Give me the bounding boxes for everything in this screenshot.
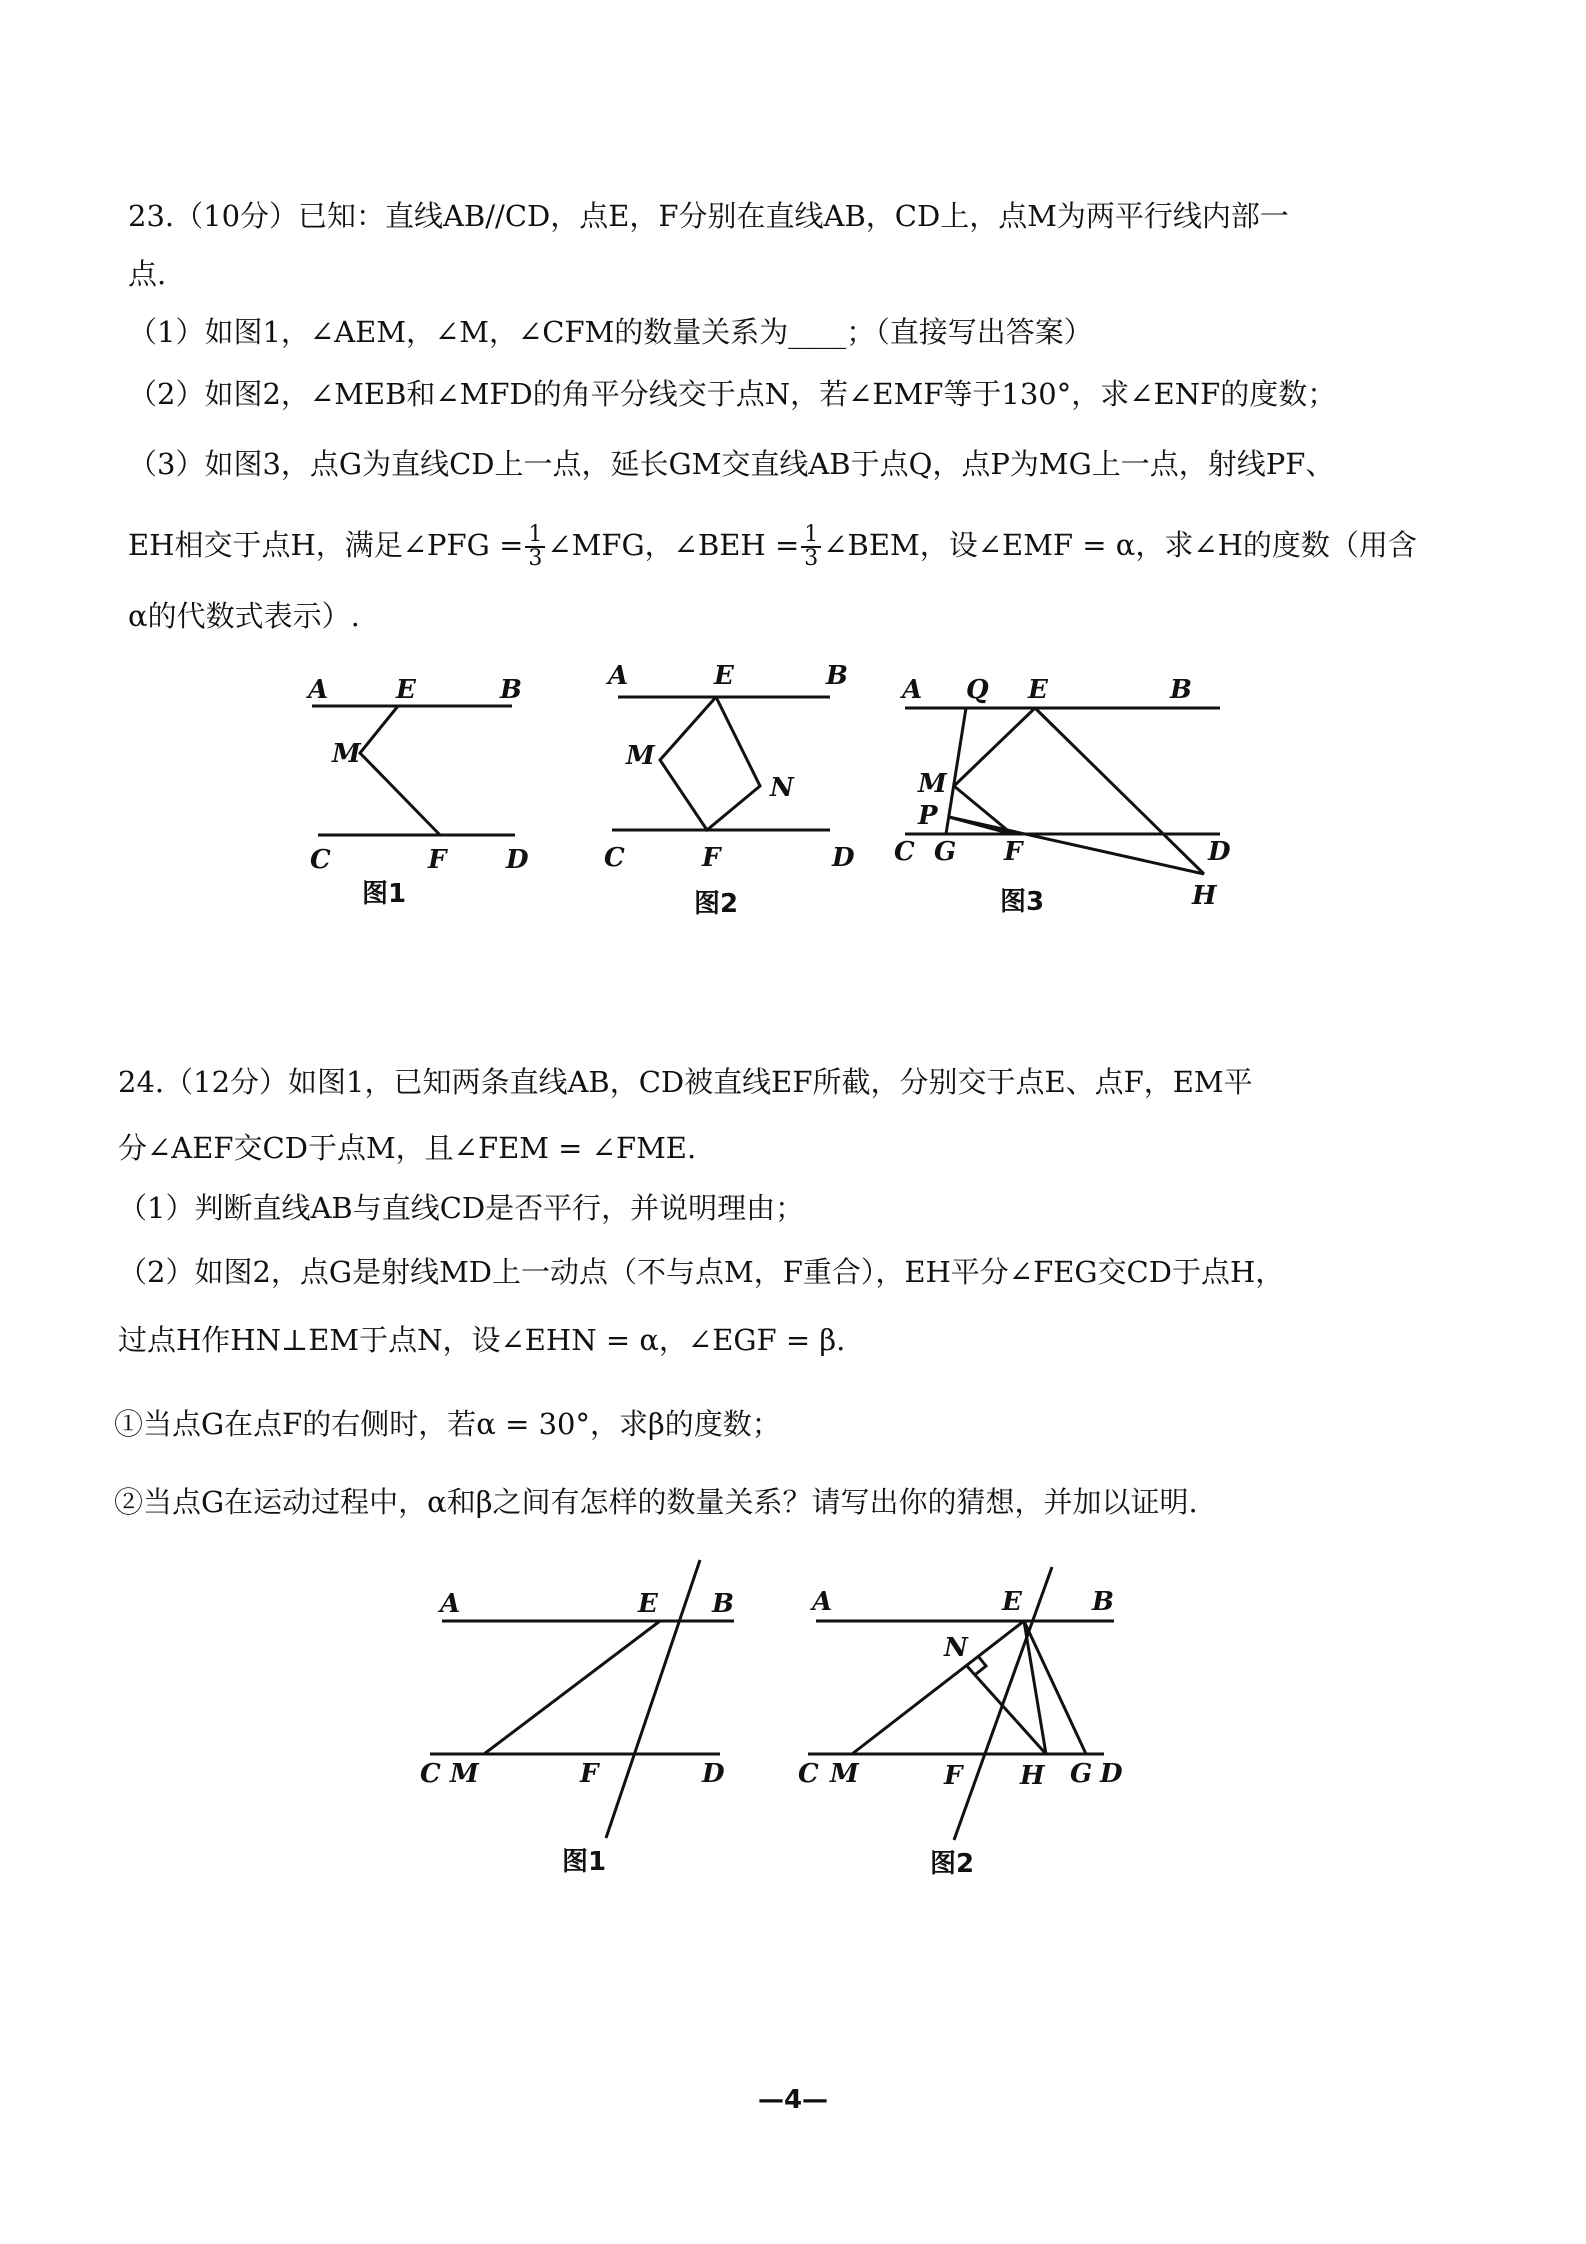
label-d: D	[702, 1759, 725, 1789]
label-a: A	[902, 675, 923, 705]
label-e: E	[638, 1589, 658, 1619]
label-a: A	[440, 1589, 461, 1619]
label-q: Q	[966, 675, 989, 705]
label-f: F	[702, 843, 721, 873]
label-b: B	[1170, 675, 1192, 705]
label-e: E	[714, 661, 734, 691]
label-f: F	[944, 1761, 963, 1791]
label-c: C	[604, 843, 625, 873]
q23-figure-1	[305, 675, 529, 909]
label-d: D	[1100, 1759, 1123, 1789]
q24-figure-1	[420, 1560, 734, 1877]
label-g: G	[934, 837, 957, 867]
label-a: A	[608, 661, 629, 691]
label-f: F	[580, 1759, 599, 1789]
label-b: B	[826, 661, 848, 691]
q24-line2: 分∠AEF交CD于点M，且∠FEM = ∠FME.	[118, 1131, 697, 1165]
segment-eg	[1024, 1621, 1086, 1754]
label-c: C	[310, 845, 331, 875]
q24-part2-b: 过点H作HN⊥EM于点N，设∠EHN = α，∠EGF = β.	[118, 1323, 846, 1357]
label-m: M	[332, 739, 361, 769]
q24-sub1: ①当点G在点F的右侧时，若α = 30°，求β的度数；	[114, 1407, 781, 1441]
q24-part2-a: （2）如图2，点G是射线MD上一动点（不与点M，F重合），EH平分∠FEG交CD于点H，	[118, 1255, 1285, 1289]
segment-eh	[1035, 708, 1204, 874]
ray-pf	[949, 817, 1204, 874]
q23-part3-b-mid: ∠MFG，∠BEH =	[547, 528, 800, 562]
label-c: C	[894, 837, 915, 867]
label-m: M	[626, 741, 655, 771]
label-f: F	[1004, 837, 1023, 867]
label-a: A	[308, 675, 329, 705]
q23-part3-b-pre: EH相交于点H，满足∠PFG =	[128, 528, 524, 562]
label-h: H	[1020, 1761, 1045, 1791]
fraction-one-third-1: $\frac{1}{3}$	[525, 524, 545, 570]
polyline-emf	[360, 706, 440, 835]
caption-fig3: 图3	[1000, 887, 1045, 917]
q23-line2: 点.	[128, 257, 167, 291]
q23-figure-3	[894, 675, 1231, 917]
label-d: D	[1208, 837, 1231, 867]
label-e: E	[1002, 1587, 1022, 1617]
label-a: A	[812, 1587, 833, 1617]
label-e: E	[1028, 675, 1048, 705]
q23-figure-2	[604, 661, 855, 919]
label-b: B	[712, 1589, 734, 1619]
caption-fig2: 图2	[930, 1849, 975, 1879]
label-g: G	[1070, 1759, 1093, 1789]
label-d: D	[506, 845, 529, 875]
segment-em	[954, 708, 1035, 786]
q23-part3-b-post: ∠BEM，设∠EMF = α，求∠H的度数（用含	[823, 528, 1417, 562]
caption-fig1: 图1	[362, 879, 407, 909]
label-h: H	[1192, 881, 1217, 911]
label-m: M	[450, 1759, 479, 1789]
q24-sub2: ②当点G在运动过程中，α和β之间有怎样的数量关系？请写出你的猜想，并加以证明.	[114, 1485, 1198, 1519]
label-p: P	[918, 801, 938, 831]
q24-part1: （1）判断直线AB与直线CD是否平行，并说明理由；	[118, 1191, 805, 1225]
q23-part2: （2）如图2，∠MEB和∠MFD的角平分线交于点N，若∠EMF等于130°，求∠ENF的度数；	[128, 377, 1337, 411]
label-d: D	[832, 843, 855, 873]
polyline-emfn	[660, 697, 760, 830]
segment-qg	[946, 708, 966, 834]
fraction-one-third-2: $\frac{1}{3}$	[801, 524, 821, 570]
q23-part1: （1）如图1，∠AEM，∠M，∠CFM的数量关系为____；（直接写出答案）	[128, 315, 1093, 349]
caption-fig1: 图1	[562, 1847, 607, 1877]
q24-figure-2	[798, 1567, 1123, 1879]
q23-part3-c: α的代数式表示）.	[128, 599, 360, 633]
q24-line1: 24.（12分）如图1，已知两条直线AB，CD被直线EF所截，分别交于点E、点F，EM平	[118, 1065, 1253, 1099]
label-c: C	[798, 1759, 819, 1789]
segment-em	[852, 1621, 1024, 1754]
label-b: B	[500, 675, 522, 705]
label-n: N	[944, 1633, 968, 1663]
label-e: E	[396, 675, 416, 705]
label-m: M	[830, 1759, 859, 1789]
q23-line1: 23.（10分）已知：直线AB//CD，点E，F分别在直线AB，CD上，点M为两平行线内部一	[128, 199, 1289, 233]
label-n: N	[770, 773, 794, 803]
label-f: F	[428, 845, 447, 875]
label-b: B	[1092, 1587, 1114, 1617]
label-c: C	[420, 1759, 441, 1789]
page-number: —4—	[757, 2085, 829, 2115]
q23-part3-a: （3）如图3，点G为直线CD上一点，延长GM交直线AB于点Q，点P为MG上一点，射线PF、	[128, 447, 1335, 481]
label-m: M	[918, 769, 947, 799]
segment-em	[484, 1621, 660, 1754]
caption-fig2: 图2	[694, 889, 739, 919]
